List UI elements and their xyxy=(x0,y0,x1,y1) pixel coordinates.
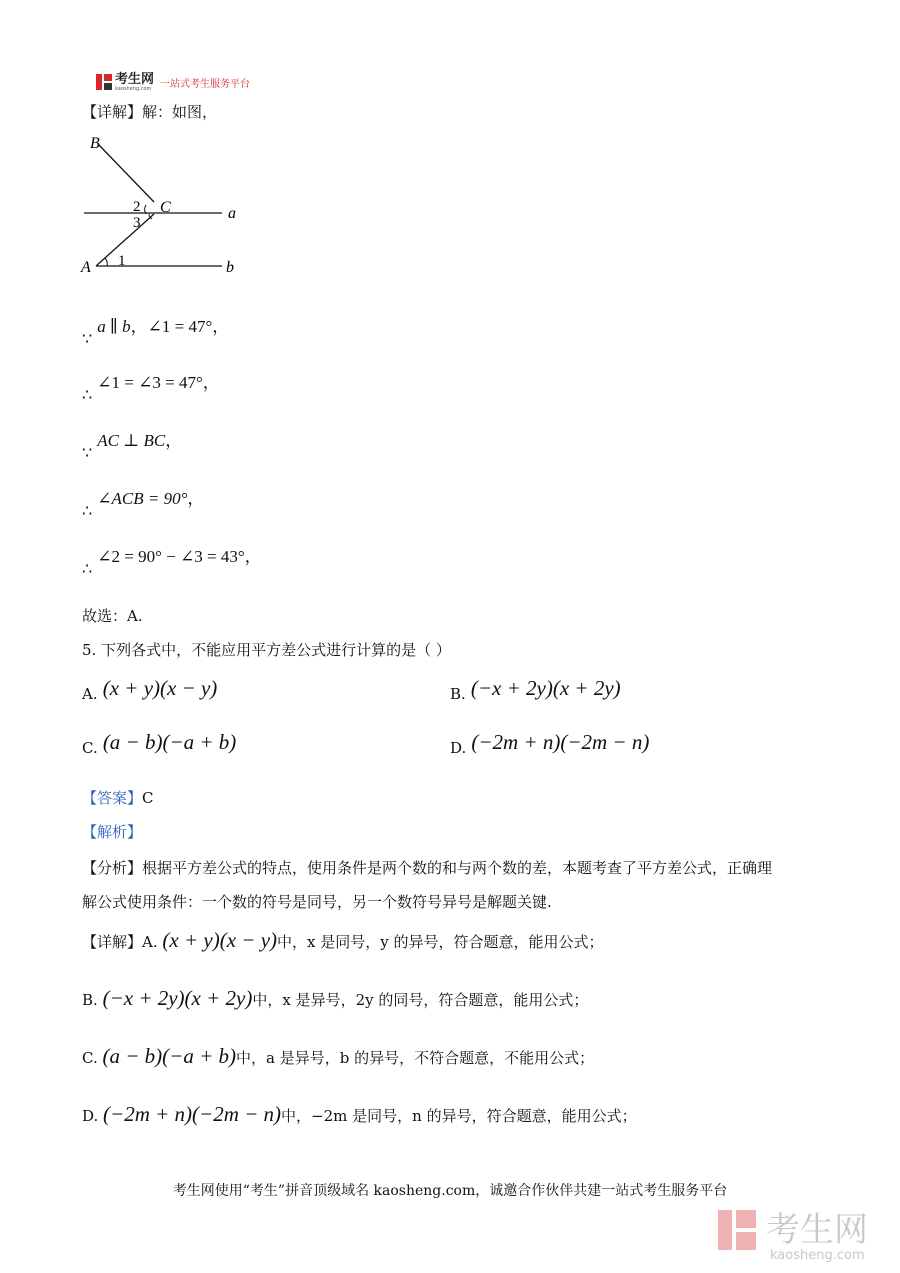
detail-d-letter: D. xyxy=(82,1107,99,1125)
detail-label-2: 【详解】 xyxy=(82,933,143,951)
option-b xyxy=(450,676,621,701)
option-b-expr: (−x + 2y)(x + 2y) xyxy=(470,676,621,700)
angle-3-label: 3 xyxy=(133,215,141,231)
choice-text: 故选：A. xyxy=(82,607,143,625)
option-a-expr: (x + y)(x − y) xyxy=(102,676,218,700)
step-3 xyxy=(82,426,183,462)
angle-1-label: 1 xyxy=(118,253,126,269)
step-5-math: ∠2 = 90° − ∠3 = 43° xyxy=(97,547,245,566)
page-footer: 考生网使用“考生”拼音顶级域名 kaosheng.com，诚邀合作伙伴共建一站式考生服务平台 xyxy=(172,1183,728,1199)
kaosheng-logo-icon xyxy=(96,73,112,91)
option-c-letter: C. xyxy=(82,739,98,757)
detail-a-letter: A. xyxy=(142,933,158,951)
detail-b xyxy=(82,988,588,1010)
detail-c xyxy=(82,1046,594,1068)
step-1-rest: ，∠1 = 47°， xyxy=(130,317,230,336)
point-c-label: C xyxy=(160,199,171,216)
point-b-label: B xyxy=(90,135,100,152)
step-5 xyxy=(82,542,262,578)
detail-d xyxy=(82,1104,637,1126)
step-4-rest: ， xyxy=(187,489,205,508)
fenxi-line-2: 解公式使用条件：一个数的符号是同号，另一个数符号异号是解题关键. xyxy=(82,893,552,911)
detail-b-expr: (−x + 2y)(x + 2y) xyxy=(102,986,253,1010)
watermark xyxy=(718,1208,868,1252)
therefore-symbol: ∴ xyxy=(82,559,93,578)
option-b-letter: B. xyxy=(450,685,466,703)
option-d xyxy=(450,730,649,755)
line-bc xyxy=(98,144,154,202)
option-a xyxy=(82,676,217,701)
detail-heading xyxy=(82,102,217,122)
step-2-rest: ， xyxy=(202,373,220,392)
detail-c-text: 中，a 是异号，b 的异号，不符合题意，不能用公式； xyxy=(236,1049,595,1067)
detail-b-letter: B. xyxy=(82,991,98,1009)
detail-d-text: 中，−2m 是同号，n 的异号，符合题意，能用公式； xyxy=(281,1107,637,1125)
detail-a xyxy=(82,930,604,952)
step-3-rest: ， xyxy=(165,431,183,450)
therefore-symbol: ∴ xyxy=(82,385,93,404)
angle-2-label: 2 xyxy=(133,199,141,215)
step-4-math: ∠ACB = 90° xyxy=(97,489,188,508)
answer-label: 【答案】 xyxy=(82,789,143,807)
point-a-label: A xyxy=(81,259,91,276)
logo-name: 考生网 xyxy=(115,71,155,87)
detail-c-expr: (a − b)(−a + b) xyxy=(102,1044,236,1068)
line-b-label: b xyxy=(226,259,234,276)
option-a-letter: A. xyxy=(82,685,98,703)
detail-a-expr: (x + y)(x − y) xyxy=(162,928,278,952)
fenxi-text-1: 根据平方差公式的特点，使用条件是两个数的和与两个数的差，本题考查了平方差公式，正确理 xyxy=(142,859,773,877)
detail-label: 【详解】 xyxy=(82,103,143,121)
step-4 xyxy=(82,484,205,520)
question-5-stem: 5. 下列各式中，不能应用平方差公式进行计算的是（ ） xyxy=(82,641,451,659)
step-1 xyxy=(82,312,230,348)
step-5-rest: ， xyxy=(244,547,262,566)
fenxi-label: 【分析】 xyxy=(82,859,143,877)
step-2 xyxy=(82,368,220,404)
detail-d-expr: (−2m + n)(−2m − n) xyxy=(103,1102,282,1126)
option-d-letter: D. xyxy=(450,739,467,757)
option-c xyxy=(82,730,236,755)
answer-line xyxy=(82,788,154,808)
because-symbol: ∵ xyxy=(82,329,93,348)
fenxi-line-1 xyxy=(82,858,772,878)
because-symbol: ∵ xyxy=(82,443,93,462)
step-1-math: a ∥ b xyxy=(97,317,131,336)
geometry-figure xyxy=(78,130,248,280)
detail-b-text: 中，x 是异号，2y 的同号，符合题意，能用公式； xyxy=(252,991,589,1009)
step-2-math: ∠1 = ∠3 = 47° xyxy=(97,373,203,392)
watermark-domain: kaosheng.com xyxy=(770,1248,865,1263)
therefore-symbol: ∴ xyxy=(82,501,93,520)
logo-slogan: 一站式考生服务平台 xyxy=(160,78,251,90)
watermark-name: 考生网 xyxy=(766,1210,868,1250)
detail-c-letter: C. xyxy=(82,1049,98,1067)
watermark-logo-icon xyxy=(718,1208,758,1252)
step-3-math: AC ⊥ BC xyxy=(97,431,166,450)
header-logo xyxy=(96,71,250,93)
option-c-expr: (a − b)(−a + b) xyxy=(102,730,237,754)
logo-domain: kaosheng.com xyxy=(115,85,152,92)
detail-intro: 解：如图， xyxy=(142,103,218,121)
answer-value: C xyxy=(142,789,154,807)
analysis-label: 【解析】 xyxy=(82,823,143,841)
detail-a-text: 中，x 是同号，y 的异号，符合题意，能用公式； xyxy=(277,933,604,951)
option-d-expr: (−2m + n)(−2m − n) xyxy=(471,730,650,754)
line-a-label: a xyxy=(228,205,236,222)
angle-1-arc xyxy=(105,258,107,266)
